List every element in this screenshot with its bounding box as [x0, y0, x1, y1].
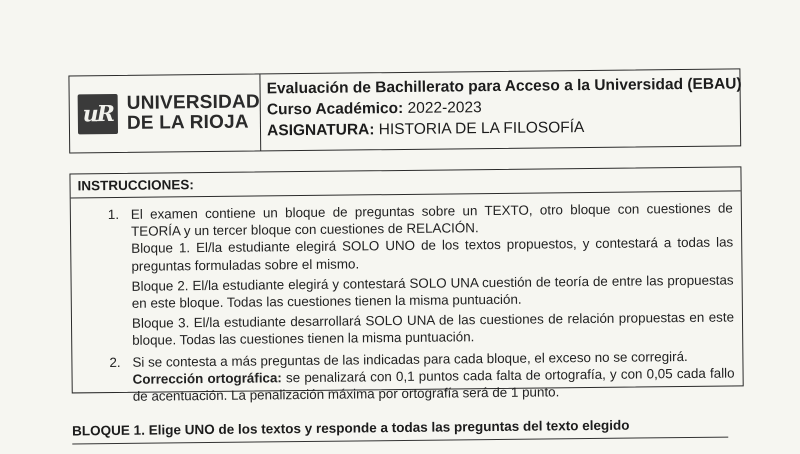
exam-header: [68, 68, 741, 153]
instruction-bloque-3: Bloque 3. El/la estudiante desarrollará SOLO UNA de las cuestiones de relación propuestas en este bloque. Todas las cuestiones tienen la misma puntuación.: [131, 309, 735, 349]
course-label: Curso Académico:: [266, 99, 404, 119]
spelling-correction-note: [133, 364, 735, 405]
subject-value: HISTORIA DE LA FILOSOFÍA: [374, 119, 585, 139]
bloque-1-heading: BLOQUE 1. Elige UNO de los textos y responde a todas las preguntas del texto elegido: [72, 416, 728, 445]
instruction-number-2: 2.: [109, 354, 121, 370]
spelling-correction-label: Corrección ortográfica:: [132, 370, 282, 387]
exam-info: [261, 69, 743, 150]
instruction-bloque-2: Bloque 2. El/la estudiante elegirá y contestará SOLO UNA cuestión de teoría de entre las propuestas en este bloque. Todas las cuestiones tienen la misma puntuación.: [131, 272, 734, 311]
subject-line: [267, 115, 742, 141]
instruction-excess-note: Si se contesta a más preguntas de las indicadas para cada bloque, el exceso no se corregirá.: [132, 348, 688, 370]
instruction-bloque-1: Bloque 1. El/la estudiante elegirá SOLO UNO de los textos propuestos, y contestará a todas las preguntas formuladas sobre el mismo.: [131, 234, 734, 274]
university-name-line2: DE LA RIOJA: [126, 111, 249, 134]
course-value: 2022-2023: [403, 99, 482, 117]
university-emblem-icon: uR: [78, 94, 118, 134]
subject-label: ASIGNATURA:: [267, 121, 375, 140]
instruction-intro: El examen contiene un bloque de preguntas sobre un TEXTO, otro bloque con cuestiones de TEORÍA y un tercer bloque con cuestiones de RELACIÓN.: [130, 200, 733, 240]
instructions-body: [71, 199, 743, 405]
instruction-number-1: 1.: [107, 206, 120, 223]
university-logo: [69, 74, 261, 152]
university-name: [127, 92, 261, 133]
instruction-item-1: [71, 199, 742, 350]
instructions-box: [69, 166, 743, 404]
university-name-line1: UNIVERSIDAD: [126, 91, 260, 114]
instruction-item-2: [72, 347, 743, 406]
spelling-correction-text: se penalizará con 0,1 puntos cada falta de ortografía, y con 0,05 cada fallo de acentuación. La penalización máxima por ortografía será de 1 punto.: [132, 365, 735, 404]
exam-title: Evaluación de Bachillerato para Acceso a la Universidad (EBAU): [266, 75, 742, 98]
instructions-title: INSTRUCCIONES:: [70, 167, 740, 198]
